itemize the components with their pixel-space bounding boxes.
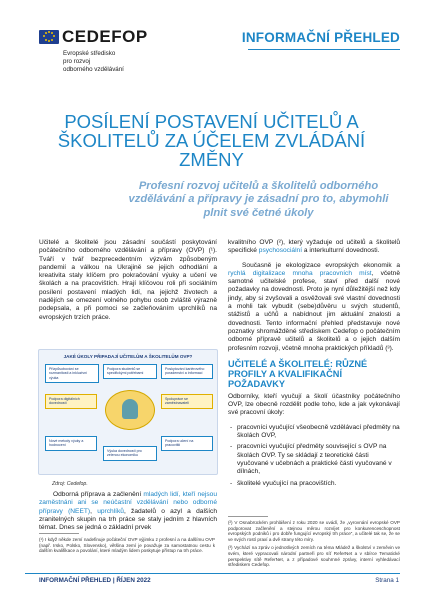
text-run: kvalitního OVP (²), který vyžaduje od učitelů a školitelů specifické — [228, 239, 400, 255]
list-item: - pracovníci vyučující předměty související s OVP na školách OVP. Ty se skládají z teoretické části vyučované v učebnách a praktické části vyučované v dílnách, — [228, 443, 400, 476]
logo-subtitle: Evropské středisko pro rozvoj odborného vzdělávání — [63, 50, 124, 73]
infographic-item: Podpora studentů se specifickými potřebami — [103, 364, 157, 379]
page-number: Strana 1 — [375, 577, 399, 584]
right-paragraph-2 — [228, 262, 400, 353]
footnote: (²) V Osnabrückém prohlášení z roku 2020 se uvádí, že „vyrovnání evropské OVP podporovat začlenění a stejnou měrou rozvíjet pro konkurenceschopnost evropských podniků i pro dobře fungující evropský trh práce“, a učitelé tak se, že se ve svých rostí praxí a dvě strany této míry. — [228, 520, 400, 542]
left-column — [39, 239, 217, 328]
footnote-left: (¹) I když někde zemí nadefinuje počáteční OVP výjimku z profesní a na dalšímu OVP (např. Irsko, Polsko, Slovensko), většina zemí je považuje za samostatnou cestu k dalším kvalifikace a povolání, které mladým lidem poskytuje přístup na trh práce. — [39, 537, 215, 554]
page-header — [0, 0, 425, 92]
infographic-item: Spolupráce se zaměstnavateli — [161, 394, 213, 409]
footer-label: INFORMAČNÍ PŘEHLED | ŘÍJEN 2022 — [39, 577, 151, 584]
right-paragraph-3: Odborníky, kteří vyučují a školí účastníky počátečního OVP, lze obecně rozdělit podle toho, kde a jak vykonávají své pracovní úkoly: — [228, 392, 400, 417]
neet-link[interactable]: mladých lidí, kteří nejsou zaměstnáni ani se neúčastní vzdělávání nebo odborné přípravy (NEET) — [39, 491, 217, 515]
list-item: - pracovníci vyučující všeobecně vzdělávací předměty na školách OVP, — [228, 424, 400, 441]
header-divider — [248, 49, 400, 50]
intro-paragraph: Učitelé a školitelé jsou zásadní součástí poskytování počátečního odborného vzdělávání a přípravy (OVP) (¹). Tváří v tvář bezprecedentním výzvám způsobeným pandemií a válkou na Ukrajině se jejich odhodlání a kreativita staly klíčem pro pokračování výuky a učení ve školách a na pracovištích. Hrají klíčovou roli při sociálním posílení postavení mladých lidí, na jejichž životech a nadějích se omezení volného pohybu osob zvláště výrazně podepsala, a při pomoci se začleňováním uprchlíků na evropských trzích práce. — [39, 239, 217, 321]
infographic-item: Výuka dovedností pro zelenou ekonomiku — [103, 446, 157, 461]
text-run: a interkulturní dovednosti. — [302, 247, 380, 255]
section-heading: UČITELÉ A ŠKOLITELÉ: RŮZNÉ PROFILY A KVALIFIKAČNÍ POŽADAVKY — [228, 358, 368, 389]
infographic-item: Podpora učení na pracovišti — [161, 436, 213, 451]
infographic-item: Poskytování kariérového poradenství a informací — [161, 364, 213, 379]
eu-flag-icon — [39, 30, 59, 44]
digitalisation-link[interactable]: rychlá digitalizace mnoha pracovních míst — [228, 269, 372, 277]
infographic-item: Podpora digitálních dovedností — [45, 394, 97, 409]
infographic-title: JAKÉ ÚKOLY PŘIPADAJÍ UČITELŮM A ŠKOLITELŮM OVP? — [63, 354, 193, 359]
text-run: Současně je ekologizace evropských ekonomik a — [242, 261, 400, 269]
text-run: , žadatelů o azyl a dalších zranitelných skupin na trh práce se staly jedním z hlavních témat. Dnes se jedná o základní prvek — [39, 507, 218, 532]
footnotes-right — [228, 520, 400, 568]
infographic-item: Přizpůsobování se rozmanitosti a inkluzivní výuka — [45, 364, 99, 383]
footer-divider — [25, 573, 400, 574]
text-run: , — [90, 507, 98, 515]
refugees-link[interactable]: uprchlíků — [97, 507, 124, 515]
footnote: (³) Vychází na zpráv o jednotlivých zemích na téma Mládež a školství v zeměvin ve svém, které vypracovali národní partneři pro síť ReferNet a v sbírce Tematické perspektivy sítě ReferNet, a z případové souhrnné zprávy, interní vyhledávací střediskem Cedefop. — [228, 545, 400, 568]
page-subtitle: Profesní rozvoj učitelů a školitelů odborného vzdělávání a přípravy je zásadní pro to, abymohli plnit své četné úkoly — [128, 180, 389, 219]
profile-list — [228, 424, 400, 488]
infographic-caption: Zdroj: Cedefop. — [52, 481, 88, 487]
infographic-item: Nové metody výuky a hodnocení — [45, 436, 97, 451]
text-run: , včetně samotné učitelské profese, staví před další nové požadavky na dovednosti. Proto je nyní důležitější než kdy jindy, aby si zvyšovali a osvěžovali své vlastní dovednosti a mohli tak vybudit (sebe)důvěru u svých studentů, stážistů a učňů a nabídnout jim aktuální znalosti a dovednosti. Tento informační přehled představuje nové poznatky shromážděné střediskem Cedefop o počátečním odborné přípravě učitelů a školitelů a o jejich dalším profesním rozvoji, včetně mnoha praktických příkladů (³). — [228, 269, 401, 352]
footnote-divider — [228, 516, 268, 517]
cedefop-logo: CEDEFOP — [62, 27, 148, 46]
teacher-illustration — [105, 390, 155, 430]
text-run: Odborná příprava a začlenění — [53, 491, 144, 498]
document-type: INFORMAČNÍ PŘEHLED — [241, 30, 400, 45]
psychosocial-link[interactable]: psychosociální — [258, 247, 303, 255]
page-title: POSÍLENÍ POSTAVENÍ UČITELŮ A ŠKOLITELŮ ZA ÚČELEM ZVLÁDÁNÍ ZMĚNY — [57, 111, 366, 170]
footnote-divider — [39, 533, 79, 534]
left-bottom-paragraph — [39, 491, 217, 532]
list-item: - školitelé vyučující na pracovištích. — [228, 480, 400, 488]
right-paragraph-1 — [228, 239, 400, 256]
right-column — [228, 239, 400, 491]
infographic — [38, 349, 218, 475]
